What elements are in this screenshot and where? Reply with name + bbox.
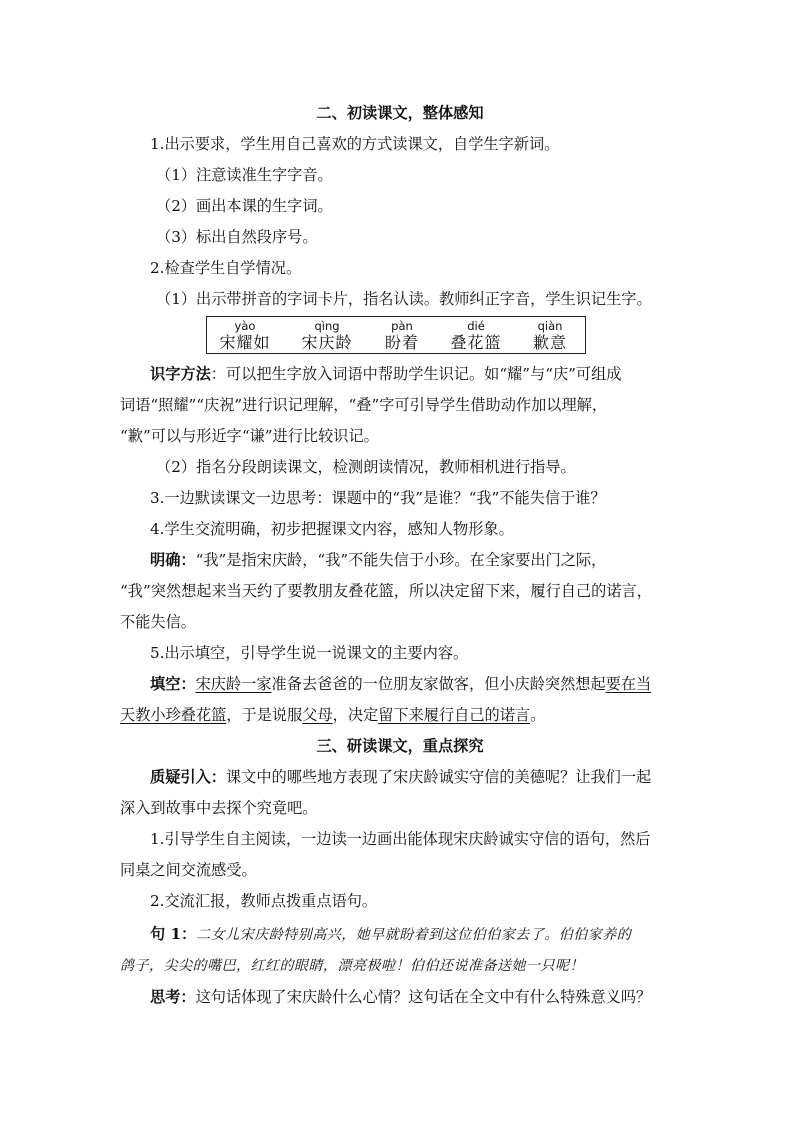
clarify — [150, 550, 680, 570]
literacy-method — [150, 364, 680, 384]
think — [150, 987, 680, 1007]
paragraph-1-2: （2）画出本课的生字词。 — [156, 197, 333, 215]
pinyin-word — [295, 319, 359, 353]
section-heading-2: 二、初读课文，整体感知 — [316, 104, 484, 122]
fill-blank-line-2 — [120, 705, 680, 725]
clarify-line-3: 不能失信。 — [120, 613, 196, 631]
key-sentence-label: 句 1： — [150, 925, 197, 943]
fill-text: 准备去爸爸的一位朋友家做客，但小庆龄突然想起 — [271, 675, 606, 693]
blank-answer: 要在当 — [605, 675, 652, 693]
question-intro-line-2: 深入到故事中去探个究竟吧。 — [120, 799, 318, 817]
literacy-method-text: ：可以把生字放入词语中帮助学生识记。如“耀”与“庆”可组成 — [210, 365, 622, 383]
blank-answer: 父母 — [302, 706, 333, 724]
blank-answer: 宋庆龄一家 — [195, 675, 272, 693]
literacy-method-label: 识字方法 — [150, 365, 211, 383]
pinyin: qìng — [314, 319, 340, 333]
paragraph-2: 2.检查学生自学情况。 — [150, 259, 302, 277]
blank-answer: 留下来履行自己的诺言 — [378, 706, 531, 724]
fill-blank — [150, 674, 680, 694]
literacy-method-line-2: 词语“照耀”“庆祝”进行识记理解，“叠”字可引导学生借助动作加以理解， — [120, 396, 608, 414]
pinyin: qiàn — [537, 319, 563, 333]
paragraph-1: 1.出示要求，学生用自己喜欢的方式读课文，自学生字新词。 — [150, 135, 560, 153]
clarify-line-2: “我”突然想起来当天约了要教朋友叠花篮，所以决定留下来，履行自己的诺言， — [120, 582, 652, 600]
question-intro-label: 质疑引入： — [150, 768, 226, 786]
blank-answer: 天教小珍叠花篮 — [120, 706, 227, 724]
paragraph-3: 3.一边默读课文一边思考：课题中的“我”是谁？“我”不能失信于谁？ — [150, 489, 606, 507]
think-text: 这句话体现了宋庆龄什么心情？这句话在全文中有什么特殊意义吗？ — [195, 988, 652, 1006]
pinyin: dié — [467, 319, 485, 333]
question-intro — [150, 767, 680, 787]
section-heading-3: 三、研读课文，重点探究 — [316, 737, 484, 755]
paragraph-2-2: （2）指名分段朗读课文，检测朗读情况，教师相机进行指导。 — [156, 458, 576, 476]
fill-text: 。 — [530, 706, 546, 724]
word-chars: 叠花篮 — [450, 333, 502, 352]
think-label: 思考： — [150, 988, 196, 1006]
fill-blank-label: 填空： — [150, 675, 196, 693]
pinyin-word — [525, 319, 575, 353]
literacy-method-line-3: “歉”可以与形近字“谦”进行比较识记。 — [120, 427, 379, 445]
key-sentence-1-line-2: 鸽子，尖尖的嘴巴，红红的眼睛，漂亮极啦！伯伯还说准备送她一只呢！ — [120, 958, 584, 974]
pinyin-word — [215, 319, 275, 353]
fill-text: ，于是说服 — [226, 706, 303, 724]
s3-paragraph-2: 2.交流汇报，教师点拨重点语句。 — [150, 892, 378, 910]
pinyin-word-card — [206, 316, 586, 354]
paragraph-2-1: （1）出示带拼音的字词卡片，指名认读。教师纠正字音，学生识记生字。 — [156, 290, 652, 308]
pinyin-word — [379, 319, 425, 353]
clarify-text: “我”是指宋庆龄，“我”不能失信于小珍。在全家要出门之际， — [195, 551, 607, 569]
s3-paragraph-1: 1.引导学生自主阅读，一边读一边画出能体现宋庆龄诚实守信的语句，然后 — [150, 830, 651, 848]
paragraph-1-1: （1）注意读准生字字音。 — [156, 166, 333, 184]
pinyin: yào — [234, 319, 256, 333]
key-sentence-text: 二女儿宋庆龄特别高兴，她早就盼着到这位伯伯家去了。伯伯家养的 — [196, 927, 632, 943]
paragraph-4: 4.学生交流明确，初步把握课文内容，感知人物形象。 — [150, 520, 514, 538]
question-intro-text: 课文中的哪些地方表现了宋庆龄诚实守信的美德呢？让我们一起 — [225, 768, 652, 786]
paragraph-5: 5.出示填空，引导学生说一说课文的主要内容。 — [150, 644, 469, 662]
fill-text: ，决定 — [332, 706, 379, 724]
word-chars: 宋庆龄 — [301, 333, 353, 352]
s3-paragraph-1-line-2: 同桌之间交流感受。 — [120, 861, 257, 879]
pinyin-word — [443, 319, 509, 353]
word-chars: 歉意 — [532, 333, 567, 352]
pinyin: pàn — [391, 319, 413, 333]
clarify-label: 明确： — [150, 551, 196, 569]
word-chars: 宋耀如 — [219, 333, 271, 352]
paragraph-1-3: （3）标出自然段序号。 — [156, 228, 318, 246]
key-sentence-1 — [150, 924, 680, 945]
word-chars: 盼着 — [384, 333, 419, 352]
